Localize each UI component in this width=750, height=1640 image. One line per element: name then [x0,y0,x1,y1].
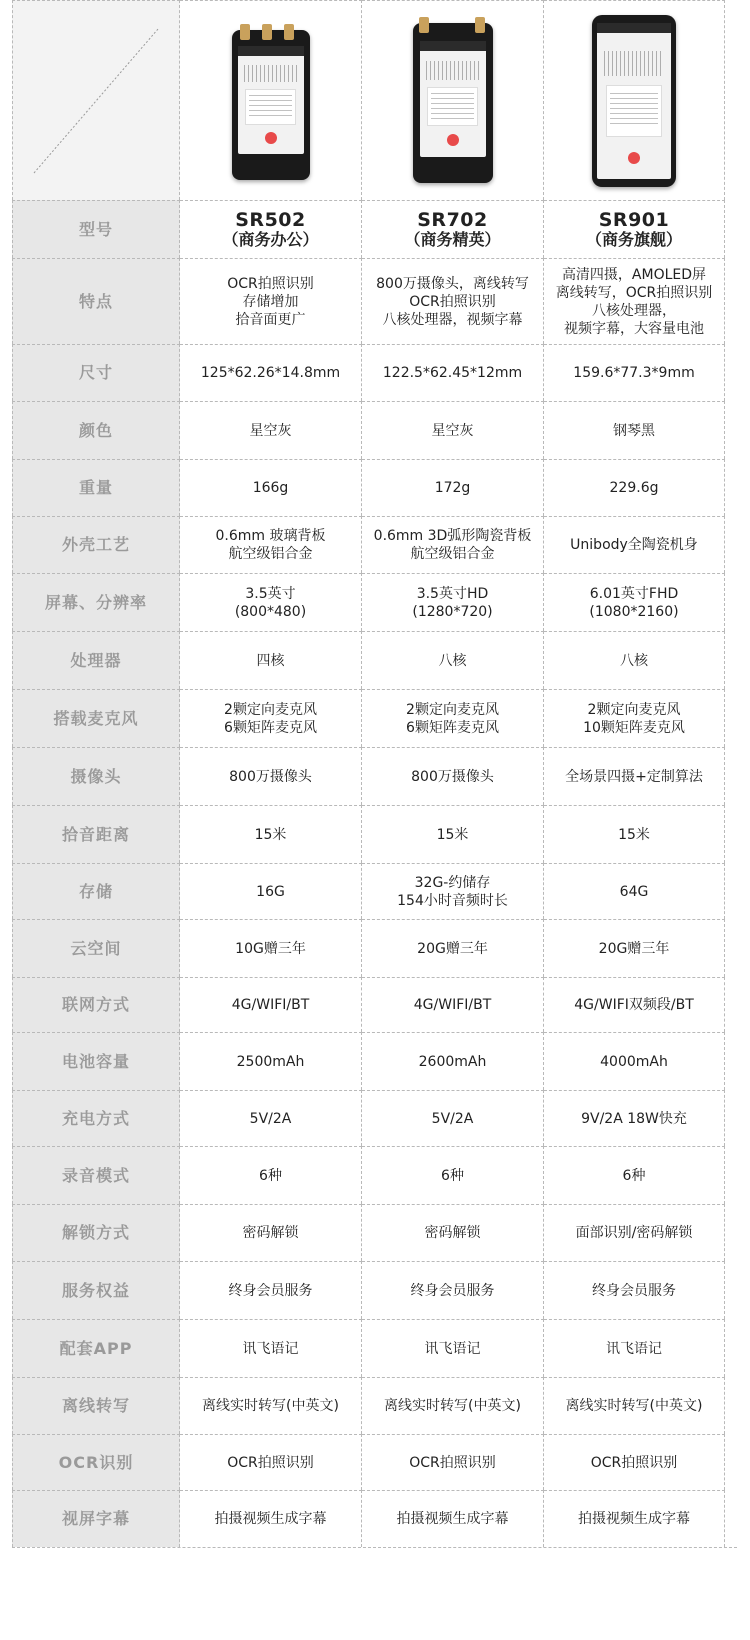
spec-cell [544,344,725,401]
row-label: 重量 [12,459,180,516]
spec-line: 2颗定向麦克风 [406,701,499,718]
model-cell [544,200,725,258]
spec-line: 4G/WIFI/BT [413,997,492,1013]
spec-line: 拾音面更广 [235,311,306,328]
spec-line: 四核 [256,652,285,669]
model-name: SR702 [417,208,488,231]
spec-line: 3.5英寸HD [416,585,489,602]
spec-line: 八核 [438,652,467,669]
spec-line: 离线转写，OCR拍照识别 [555,284,713,301]
spec-line: 6颗矩阵麦克风 [224,719,317,736]
spec-line: Unibody全陶瓷机身 [570,537,698,553]
spec-cell [180,863,362,919]
row-label-model: 型号 [12,200,180,258]
spec-line: 终身会员服务 [592,1282,676,1299]
spec-line: 10颗矩阵麦克风 [583,719,685,736]
row-label: 搭载麦克风 [12,689,180,747]
spec-cell [544,1319,725,1377]
spec-cell [362,1146,544,1204]
spec-line: 航空级铝合金 [410,546,495,562]
spec-cell [362,1204,544,1261]
spec-line: 6颗矩阵麦克风 [406,719,499,736]
spec-line: 3.5英寸 [245,585,296,602]
row-label: 存储 [12,863,180,919]
spec-line: 拍摄视频生成字幕 [578,1511,690,1527]
spec-cell [362,747,544,805]
comparison-table [12,0,737,1548]
spec-line: 0.6mm 3D弧形陶瓷背板 [373,528,532,544]
spec-line: OCR拍照识别 [409,293,496,310]
spec-line: 6种 [441,1167,464,1184]
model-subtitle: （商务办公） [222,229,319,249]
spec-cell [544,919,725,977]
spec-cell [180,747,362,805]
spec-cell [362,1319,544,1377]
spec-cell [180,459,362,516]
spec-cell [362,573,544,631]
spec-cell [544,863,725,919]
row-label: 颜色 [12,401,180,459]
row-label: 外壳工艺 [12,516,180,573]
spec-line: 星空灰 [249,422,292,439]
spec-line: (1080*2160) [589,603,679,620]
spec-cell [180,1490,362,1547]
spec-cell [544,1146,725,1204]
spec-cell [180,631,362,689]
spec-line: 64G [619,883,649,900]
spec-line: (800*480) [234,603,307,620]
spec-line: 面部识别/密码解锁 [575,1225,693,1241]
row-label: 离线转写 [12,1377,180,1434]
spec-line: 八核处理器， [592,302,676,319]
spec-line: 离线实时转写(中英文) [384,1398,521,1414]
spec-line: 讯飞语记 [606,1340,662,1357]
spec-cell [180,344,362,401]
product-image-sr702 [362,0,544,200]
spec-cell [362,258,544,344]
spec-line: 密码解锁 [242,1225,299,1241]
row-label: 充电方式 [12,1090,180,1146]
row-label: 尺寸 [12,344,180,401]
spec-cell [362,1490,544,1547]
spec-cell [180,919,362,977]
spec-line: 15米 [618,826,650,843]
spec-cell [544,1377,725,1434]
spec-cell [544,401,725,459]
spec-cell [180,1204,362,1261]
spec-cell [362,919,544,977]
product-image-sr901 [544,0,725,200]
spec-line: 229.6g [609,480,659,496]
spec-cell [362,401,544,459]
spec-cell [180,805,362,863]
spec-line: OCR拍照识别 [227,275,314,292]
spec-cell [180,977,362,1032]
row-label: OCR识别 [12,1434,180,1490]
spec-cell [544,689,725,747]
spec-line: 0.6mm 玻璃背板 [215,528,326,544]
spec-line: 154小时音频时长 [397,892,508,909]
row-label: 配套APP [12,1319,180,1377]
spec-cell [362,689,544,747]
spec-cell [362,344,544,401]
spec-cell [180,1434,362,1490]
spec-line: 159.6*77.3*9mm [573,365,695,381]
spec-line: 终身会员服务 [228,1282,313,1299]
spec-cell [544,258,725,344]
spec-cell [180,689,362,747]
spec-line: 拍摄视频生成字幕 [396,1511,509,1527]
spec-cell [180,1032,362,1090]
spec-cell [544,516,725,573]
spec-line: 800万摄像头，离线转写 [376,275,529,292]
spec-line: 20G赠三年 [417,940,488,957]
corner-cell [12,0,180,200]
spec-line: 4G/WIFI双频段/BT [574,997,694,1013]
spec-cell [180,1261,362,1319]
spec-cell [362,459,544,516]
row-label: 云空间 [12,919,180,977]
spec-line: 20G赠三年 [598,940,670,957]
spec-line: 离线实时转写(中英文) [565,1398,703,1414]
spec-line: OCR拍照识别 [227,1454,314,1471]
row-label: 摄像头 [12,747,180,805]
spec-line: 星空灰 [431,422,474,439]
spec-line: 5V/2A [431,1110,474,1127]
spec-cell [180,573,362,631]
spec-line: 钢琴黑 [613,422,655,439]
comparison-sheet [12,0,737,1548]
spec-cell [362,977,544,1032]
spec-cell [544,747,725,805]
row-label: 录音模式 [12,1146,180,1204]
spec-line: 航空级铝合金 [228,546,313,562]
spec-line: 4000mAh [600,1053,668,1070]
diagonal-divider [26,21,166,181]
spec-line: 拍摄视频生成字幕 [214,1511,327,1527]
product-image-sr502 [180,0,362,200]
spec-cell [544,805,725,863]
spec-cell [544,977,725,1032]
spec-line: (1280*720) [412,603,493,620]
spec-line: 800万摄像头 [229,768,312,785]
spec-line: 八核处理器，视频字幕 [382,311,523,328]
spec-cell [544,631,725,689]
spec-line: 存储增加 [242,293,299,310]
spec-cell [544,1204,725,1261]
spec-cell [180,1146,362,1204]
spec-line: 6.01英寸FHD [589,585,679,602]
spec-cell [544,459,725,516]
spec-line: 讯飞语记 [242,1340,299,1357]
spec-line: 高清四摄，AMOLED屏 [561,266,707,283]
spec-line: 125*62.26*14.8mm [200,365,341,381]
spec-line: 16G [256,883,285,900]
spec-line: 终身会员服务 [410,1282,495,1299]
spec-cell [180,401,362,459]
row-label: 联网方式 [12,977,180,1032]
spec-line: 全场景四摄+定制算法 [565,768,703,785]
spec-line: OCR拍照识别 [590,1454,678,1471]
spec-line: 5V/2A [249,1110,292,1127]
spec-line: 密码解锁 [424,1225,481,1241]
spec-cell [544,1261,725,1319]
spec-cell [544,1490,725,1547]
spec-line: 172g [434,480,471,496]
spec-cell [180,1090,362,1146]
spec-line: 2500mAh [236,1053,305,1070]
spec-line: 2颗定向麦克风 [224,701,317,718]
spec-line: 讯飞语记 [424,1340,481,1357]
model-cell [180,200,362,258]
spec-line: 122.5*62.45*12mm [382,365,523,381]
spec-cell [180,516,362,573]
spec-cell [544,1434,725,1490]
spec-line: 6种 [259,1167,282,1184]
row-label: 特点 [12,258,180,344]
spec-line: 15米 [436,826,469,843]
spec-cell [180,258,362,344]
model-name: SR502 [235,208,306,231]
spec-cell [544,1032,725,1090]
spec-cell [362,863,544,919]
spec-cell [362,1032,544,1090]
spec-line: OCR拍照识别 [409,1454,496,1471]
model-cell [362,200,544,258]
row-label: 视屏字幕 [12,1490,180,1547]
spec-line: 15米 [254,826,287,843]
spec-cell [362,516,544,573]
spec-cell [180,1377,362,1434]
model-subtitle: （商务旗舰） [585,229,682,249]
spec-cell [362,805,544,863]
spec-line: 800万摄像头 [411,768,494,785]
row-label: 拾音距离 [12,805,180,863]
row-label: 处理器 [12,631,180,689]
spec-cell [362,1261,544,1319]
spec-cell [362,631,544,689]
spec-line: 离线实时转写(中英文) [202,1398,339,1414]
spec-cell [362,1434,544,1490]
row-label: 服务权益 [12,1261,180,1319]
spec-line: 2颗定向麦克风 [587,701,681,718]
model-subtitle: （商务精英） [404,229,501,249]
row-label: 电池容量 [12,1032,180,1090]
spec-line: 4G/WIFI/BT [231,997,310,1013]
model-name: SR901 [598,208,670,231]
spec-line: 6种 [622,1167,646,1184]
spec-cell [544,573,725,631]
spec-cell [362,1090,544,1146]
spec-line: 9V/2A 18W快充 [581,1110,687,1127]
spec-cell [180,1319,362,1377]
row-label: 屏幕、分辨率 [12,573,180,631]
spec-line: 视频字幕，大容量电池 [564,320,704,337]
spec-line: 10G赠三年 [235,940,306,957]
spec-cell [544,1090,725,1146]
row-label: 解锁方式 [12,1204,180,1261]
spec-line: 166g [252,480,289,496]
spec-line: 八核 [620,652,648,669]
spec-line: 32G-约储存 [414,874,491,891]
spec-line: 2600mAh [418,1053,487,1070]
spec-cell [362,1377,544,1434]
